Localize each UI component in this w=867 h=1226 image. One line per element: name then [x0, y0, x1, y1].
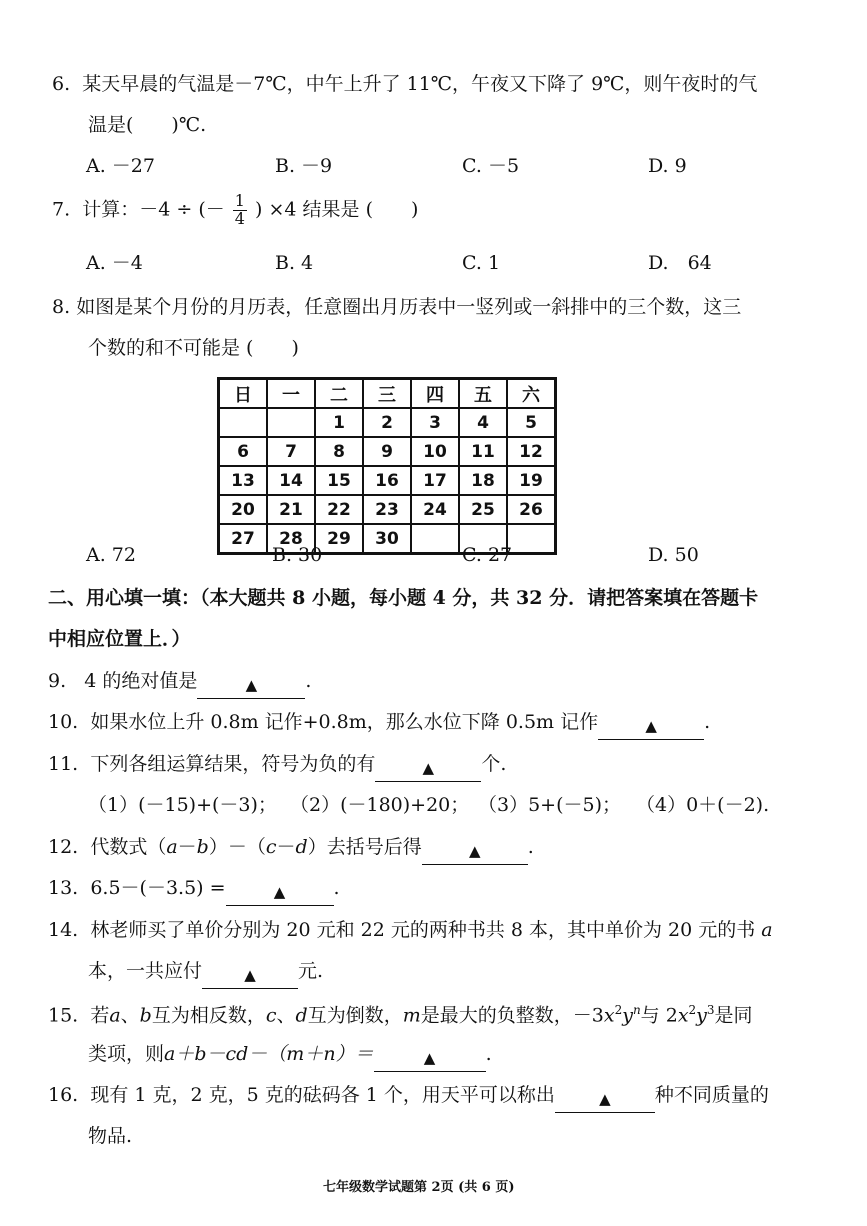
calendar-header-cell: 六	[507, 379, 556, 409]
q15-var-m: m	[402, 1004, 421, 1027]
calendar-header-cell: 三	[363, 379, 411, 409]
q16-line1	[48, 1086, 769, 1113]
q8-number: 8.	[52, 296, 71, 318]
triangle-icon: ▲	[273, 883, 286, 901]
q11-number: 11.	[48, 753, 79, 775]
q15-t1: 若	[90, 1004, 110, 1027]
q6-option-b: B. －9	[275, 155, 333, 177]
triangle-icon: ▲	[422, 759, 435, 777]
q12-minus-2: －	[276, 836, 296, 858]
q8-line2: 个数的和不可能是 ( )	[88, 337, 299, 359]
q6-line1	[52, 75, 757, 94]
calendar-cell: 4	[459, 408, 507, 437]
q6-number: 6.	[52, 73, 71, 95]
q13-after: .	[333, 877, 340, 899]
q15-t8: 是同	[714, 1004, 753, 1027]
calendar-cell: 1	[315, 408, 363, 437]
q10-after: .	[704, 711, 711, 733]
q10-number: 10.	[48, 711, 79, 733]
calendar-cell	[219, 408, 268, 437]
q9-after: .	[305, 670, 312, 692]
q6-option-c: C. －5	[462, 155, 520, 177]
q15-line1	[48, 1004, 753, 1025]
triangle-icon: ▲	[468, 842, 481, 860]
q7-option-a: A. －4	[86, 252, 143, 274]
q10-answer-blank[interactable]	[598, 717, 704, 740]
triangle-icon: ▲	[244, 966, 256, 984]
q13-number: 13.	[48, 877, 79, 899]
q16-text-1: 现有 1 克，2 克，5 克的砝码各 1 个，用天平可以称出	[90, 1084, 555, 1106]
calendar-header-row	[219, 379, 556, 409]
q15-text-2: 类项，则	[88, 1043, 165, 1065]
q15-term1-y: y	[622, 1004, 633, 1027]
triangle-icon: ▲	[645, 717, 657, 735]
q6-line2: 温是( )℃.	[88, 114, 207, 136]
q16-after: 种不同质量的	[654, 1084, 769, 1106]
q13-answer-blank[interactable]	[226, 883, 334, 906]
calendar-cell: 13	[219, 466, 268, 495]
calendar-row	[219, 466, 556, 495]
calendar-cell: 20	[219, 495, 268, 524]
q16-number: 16.	[48, 1084, 79, 1106]
calendar-cell: 10	[411, 437, 459, 466]
q16-line2: 物品.	[88, 1125, 133, 1147]
calendar-cell: 18	[459, 466, 507, 495]
q11-text: 下列各组运算结果，符号为负的有	[90, 753, 376, 775]
calendar-cell: 17	[411, 466, 459, 495]
q15-t3: 互为相反数，	[151, 1004, 266, 1027]
q9-answer-blank[interactable]	[197, 676, 305, 699]
q15-term2-exp-x: 2	[688, 1003, 697, 1017]
q12-var-c: c	[265, 836, 277, 858]
q14-answer-blank[interactable]	[202, 966, 298, 989]
q7-option-b: B. 4	[275, 252, 314, 274]
q12-var-b: b	[196, 836, 209, 858]
q14-text-2: 本，一共应付	[88, 960, 203, 982]
q7-number: 7.	[52, 198, 71, 221]
calendar-cell: 14	[267, 466, 315, 495]
q7-fraction	[233, 193, 247, 228]
q7-frac-num: 1	[234, 191, 245, 210]
q7-line	[52, 193, 418, 228]
q14-text-1: 林老师买了单价分别为 20 元和 22 元的两种书共 8 本，其中单价为 20 元的书	[90, 919, 756, 941]
calendar-cell: 15	[315, 466, 363, 495]
q11-item-1: （1）(－15)+(－3)；	[88, 794, 277, 816]
calendar-row	[219, 495, 556, 524]
section2-heading-line2: 中相应位置上．）	[48, 628, 191, 650]
q15-line2	[88, 1045, 492, 1072]
q7-frac-den: 4	[234, 208, 245, 228]
calendar-cell: 19	[507, 466, 556, 495]
calendar-cell: 16	[363, 466, 411, 495]
calendar-cell: 24	[411, 495, 459, 524]
q14-var-a: a	[761, 919, 773, 941]
q12-line	[48, 838, 534, 865]
q12-text-1: 代数式（	[90, 836, 167, 858]
q15-t4: 、	[276, 1004, 296, 1027]
calendar-row	[219, 437, 556, 466]
calendar-cell: 12	[507, 437, 556, 466]
q7-option-c: C. 1	[462, 252, 501, 274]
q12-var-a: a	[166, 836, 178, 858]
calendar-table	[217, 377, 557, 555]
calendar-cell: 2	[363, 408, 411, 437]
calendar-cell: 29	[315, 524, 363, 554]
q8-text-1: 如图是某个月份的月历表，任意圈出月历表中一竖列或一斜排中的三个数，这三	[76, 296, 742, 318]
q11-item-3: （3）5+(－5)；	[478, 794, 622, 816]
triangle-icon: ▲	[423, 1049, 436, 1067]
q15-term1-exp-y: n	[632, 1003, 641, 1017]
calendar-cell: 25	[459, 495, 507, 524]
calendar-header-cell: 一	[267, 379, 315, 409]
calendar-header-cell: 四	[411, 379, 459, 409]
q15-var-c: c	[265, 1004, 277, 1027]
calendar-cell	[411, 524, 459, 554]
q15-t6: 是最大的负整数，－3	[420, 1004, 604, 1027]
q8-option-b: B. 30	[272, 544, 323, 566]
calendar-cell: 28	[267, 524, 315, 554]
q12-after: .	[527, 836, 534, 858]
q14-line2	[88, 962, 323, 989]
q11-item-4: （4）0＋(－2).	[636, 794, 770, 816]
q13-line	[48, 879, 340, 906]
q9-text: 4 的绝对值是	[84, 670, 198, 692]
q15-var-d: d	[295, 1004, 308, 1027]
q7-prefix: 计算：－4 ÷ (－	[82, 198, 225, 221]
q14-after: 元.	[298, 960, 324, 982]
calendar-cell: 7	[267, 437, 315, 466]
calendar-cell: 22	[315, 495, 363, 524]
q10-text: 如果水位上升 0.8m 记作+0.8m，那么水位下降 0.5m 记作	[90, 711, 599, 733]
calendar-cell: 9	[363, 437, 411, 466]
calendar-cell: 23	[363, 495, 411, 524]
q15-var-a: a	[109, 1004, 121, 1027]
q11-after: 个.	[481, 753, 507, 775]
calendar-cell: 3	[411, 408, 459, 437]
q9-line	[48, 672, 311, 699]
q12-answer-blank[interactable]	[422, 842, 528, 865]
calendar-header-cell: 五	[459, 379, 507, 409]
calendar-cell: 30	[363, 524, 411, 554]
q15-term1-exp-x: 2	[614, 1003, 623, 1017]
calendar-row	[219, 408, 556, 437]
q10-line	[48, 713, 710, 740]
calendar-cell: 27	[219, 524, 268, 554]
q8-option-c: C. 27	[462, 544, 513, 566]
calendar-header-cell: 日	[219, 379, 268, 409]
q15-number: 15.	[48, 1004, 79, 1027]
q11-line	[48, 755, 506, 782]
q16-answer-blank[interactable]	[555, 1090, 655, 1113]
q12-var-d: d	[295, 836, 308, 858]
calendar-cell	[507, 524, 556, 554]
q15-answer-blank[interactable]	[374, 1049, 486, 1072]
q6-option-a: A. －27	[86, 155, 155, 177]
q12-number: 12.	[48, 836, 79, 858]
q15-term2-x: x	[677, 1004, 689, 1027]
q6-text-1: 某天早晨的气温是－7℃，中午上升了 11℃，午夜又下降了 9℃，则午夜时的气	[82, 73, 758, 95]
q8-option-a: A. 72	[86, 544, 136, 566]
q15-var-b: b	[139, 1004, 152, 1027]
calendar-cell: 6	[219, 437, 268, 466]
calendar-cell: 11	[459, 437, 507, 466]
q12-mid: ）－（	[208, 836, 266, 858]
q15-t2: 、	[120, 1004, 140, 1027]
q6-option-d: D. 9	[648, 155, 687, 177]
q15-term2-exp-y: 3	[706, 1003, 715, 1017]
q15-term2-y: y	[696, 1004, 707, 1027]
q11-answer-blank[interactable]	[375, 759, 481, 782]
page-footer: 七年级数学试题第 2页 (共 6 页)	[323, 1180, 515, 1195]
q8-option-d: D. 50	[648, 544, 699, 566]
calendar-cell: 5	[507, 408, 556, 437]
calendar-header-cell: 二	[315, 379, 363, 409]
q9-number: 9.	[48, 670, 67, 692]
section2-heading-line1: 二、用心填一填：（本大题共 8 小题，每小题 4 分，共 32 分．请把答案填在答题卡	[48, 587, 759, 609]
calendar-cell: 26	[507, 495, 556, 524]
triangle-icon: ▲	[245, 676, 258, 694]
q14-number: 14.	[48, 919, 79, 941]
calendar-cell: 21	[267, 495, 315, 524]
q11-item-2: （2）(－180)+20；	[290, 794, 470, 816]
q12-minus-1: －	[177, 836, 197, 858]
q15-t7: 与 2	[640, 1004, 678, 1027]
q13-text: 6.5－(－3.5) =	[90, 877, 226, 899]
q14-line1	[48, 921, 773, 940]
q8-line1	[52, 298, 741, 317]
triangle-icon: ▲	[599, 1090, 611, 1108]
q7-suffix: ) ×4 结果是 ( )	[255, 198, 419, 221]
q15-t5: 互为倒数，	[307, 1004, 403, 1027]
q15-expression: a＋b－cd－（m＋n）＝	[164, 1043, 374, 1065]
q12-text-2: ）去括号后得	[307, 836, 422, 858]
calendar-cell	[267, 408, 315, 437]
q15-after: .	[485, 1043, 492, 1065]
calendar-cell: 8	[315, 437, 363, 466]
q15-term1-x: x	[603, 1004, 615, 1027]
q7-option-d: D. 64	[648, 252, 712, 274]
